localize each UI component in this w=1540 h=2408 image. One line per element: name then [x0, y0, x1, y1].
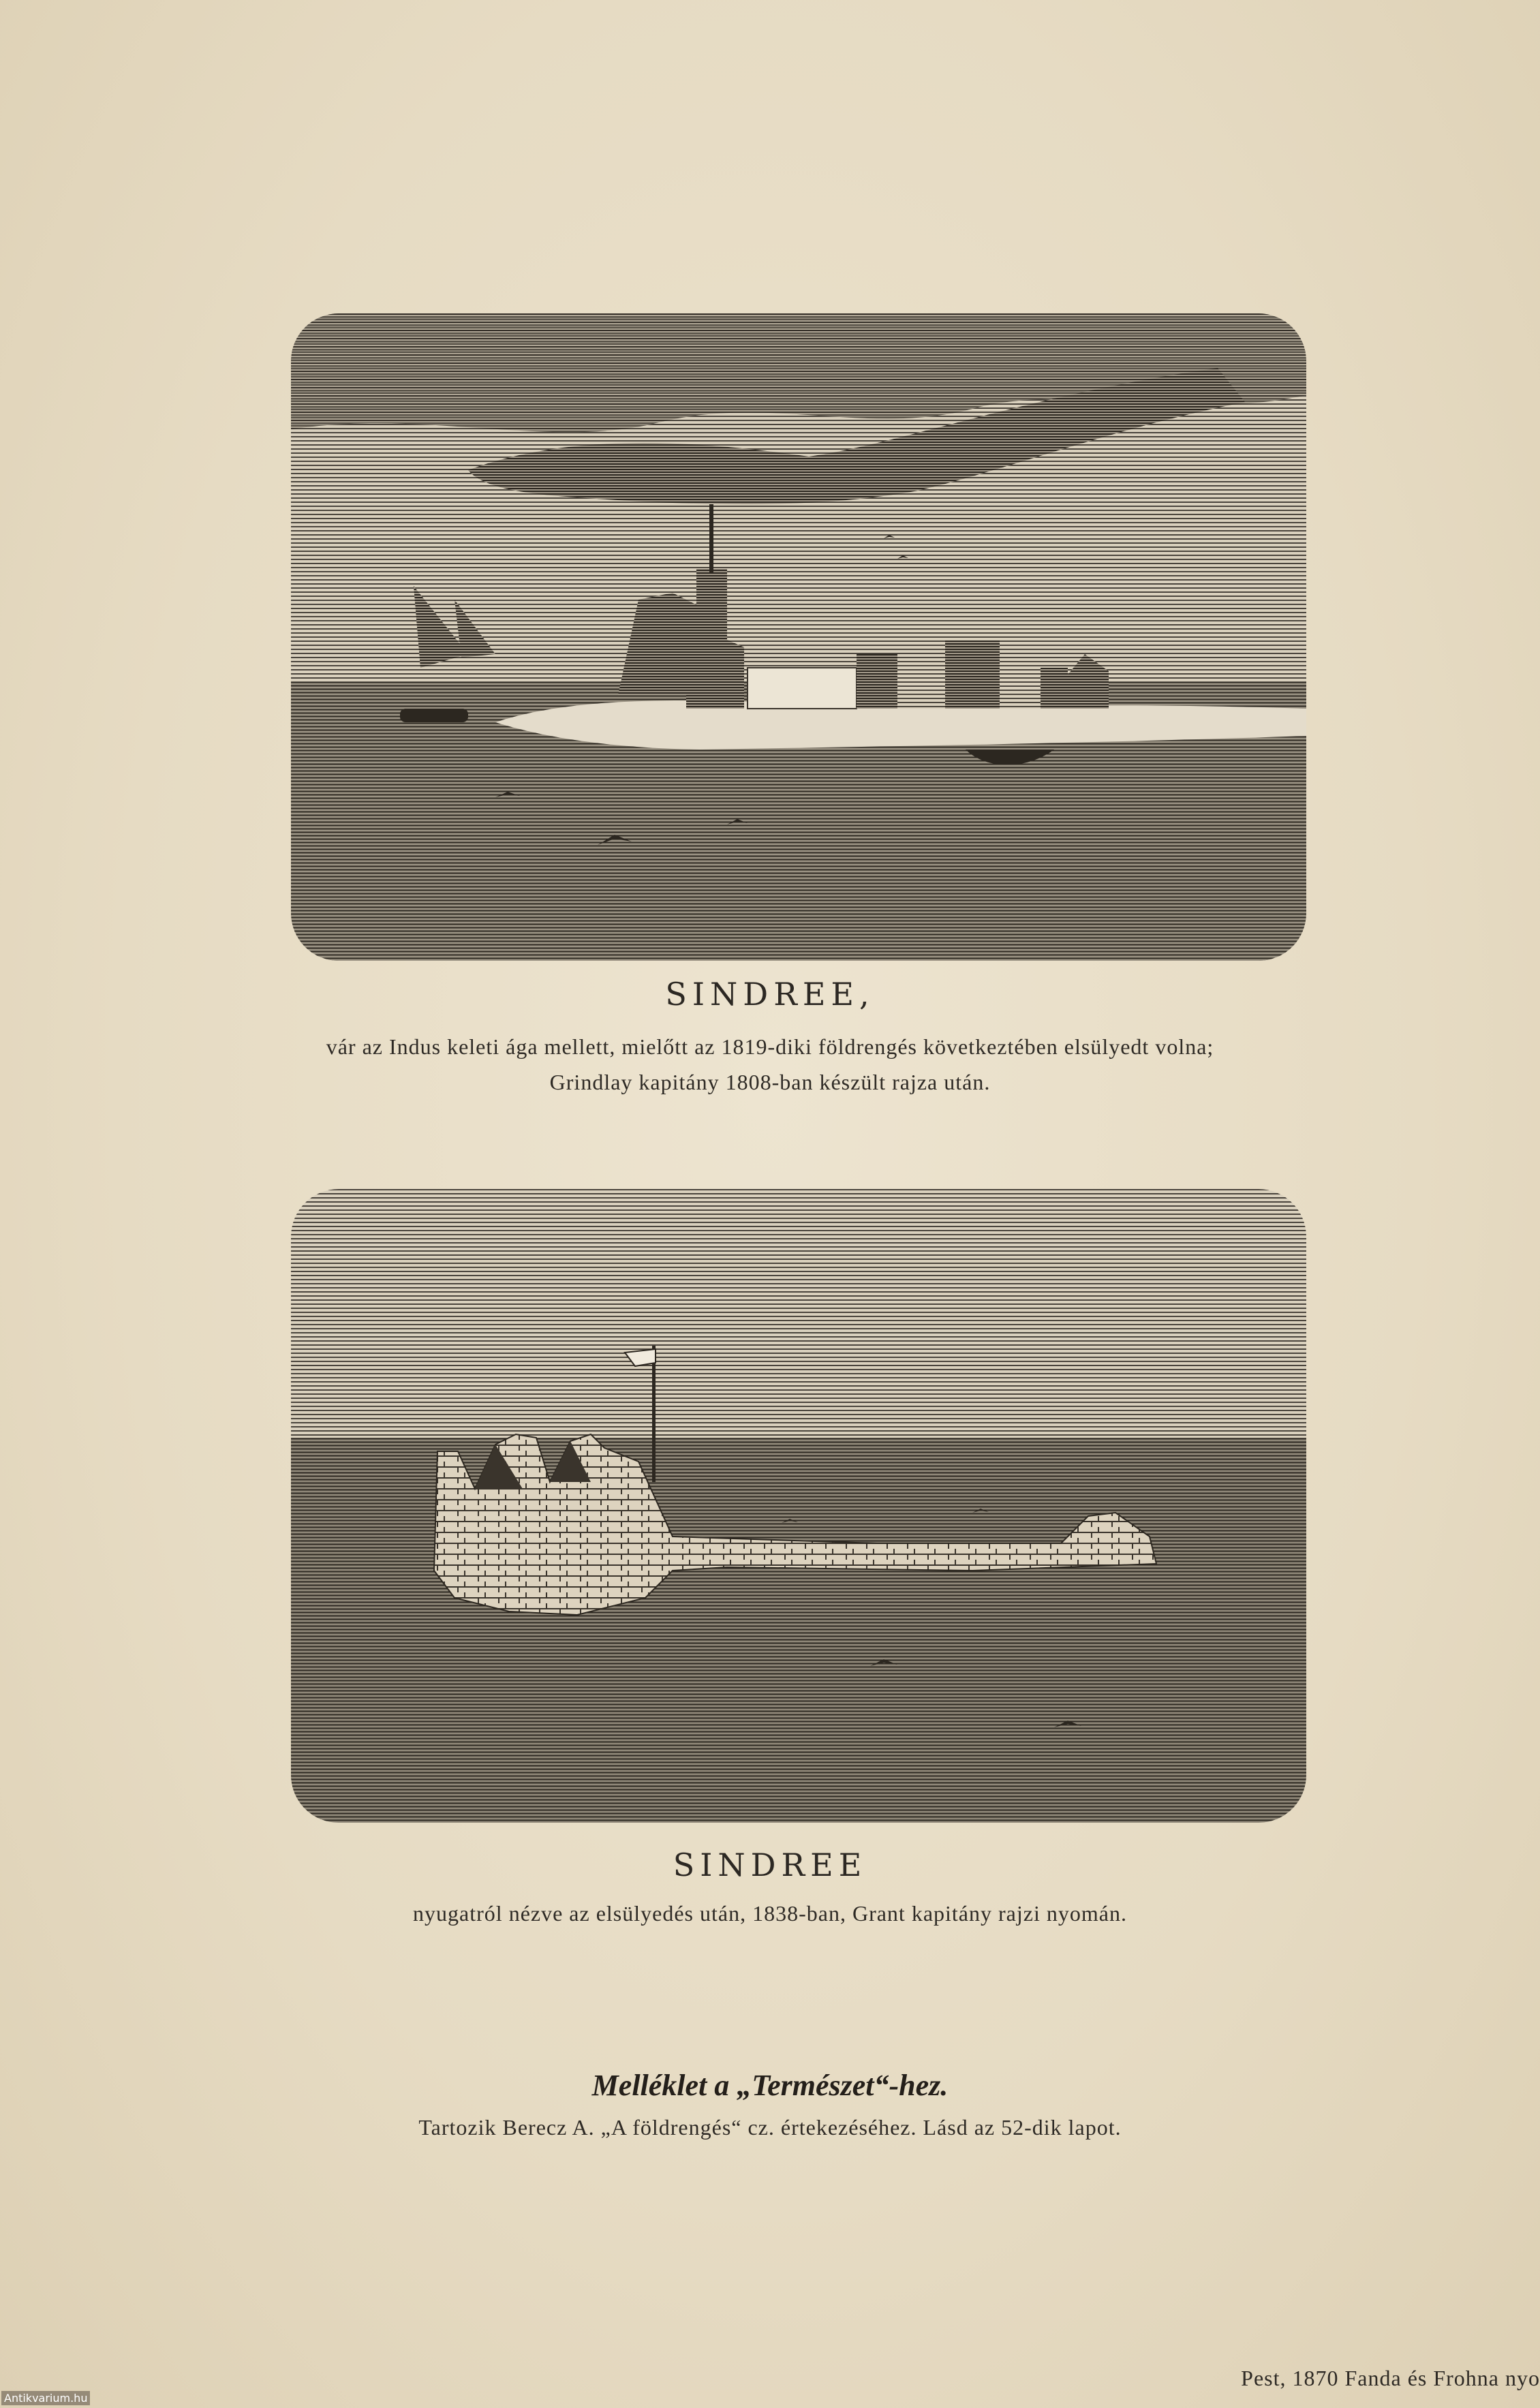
plate-1-caption-line-2: Grindlay kapitány 1808-ban készült rajza után. [549, 1070, 991, 1094]
engraving-sindree-fort-art [291, 313, 1306, 961]
watermark-label: Antikvarium.hu [1, 2391, 90, 2405]
plate-1-caption-line-1: vár az Indus keleti ága mellett, mielőtt az 1819-diki földrengés következtében elsülyedt volna; [326, 1034, 1214, 1059]
plate-2-title: SINDREE [673, 1847, 867, 1883]
plate-2-caption: nyugatról nézve az elsülyedés után, 1838-ban, Grant kapitány rajzi nyomán. [413, 1901, 1127, 1926]
engraving-sindree-ruins [291, 1189, 1306, 1823]
printer-imprint: Pest, 1870 Fanda és Frohna nyo [1241, 2366, 1540, 2390]
plate-1-title: SINDREE, [665, 976, 875, 1013]
engraving-sindree-ruins-art [291, 1189, 1306, 1823]
supplement-note: Tartozik Berecz A. „A földrengés“ cz. értekezéséhez. Lásd az 52-dik lapot. [418, 2115, 1122, 2140]
engraving-sindree-fort [291, 313, 1306, 961]
supplement-title: Melléklet a „Természet“-hez. [591, 2069, 949, 2102]
